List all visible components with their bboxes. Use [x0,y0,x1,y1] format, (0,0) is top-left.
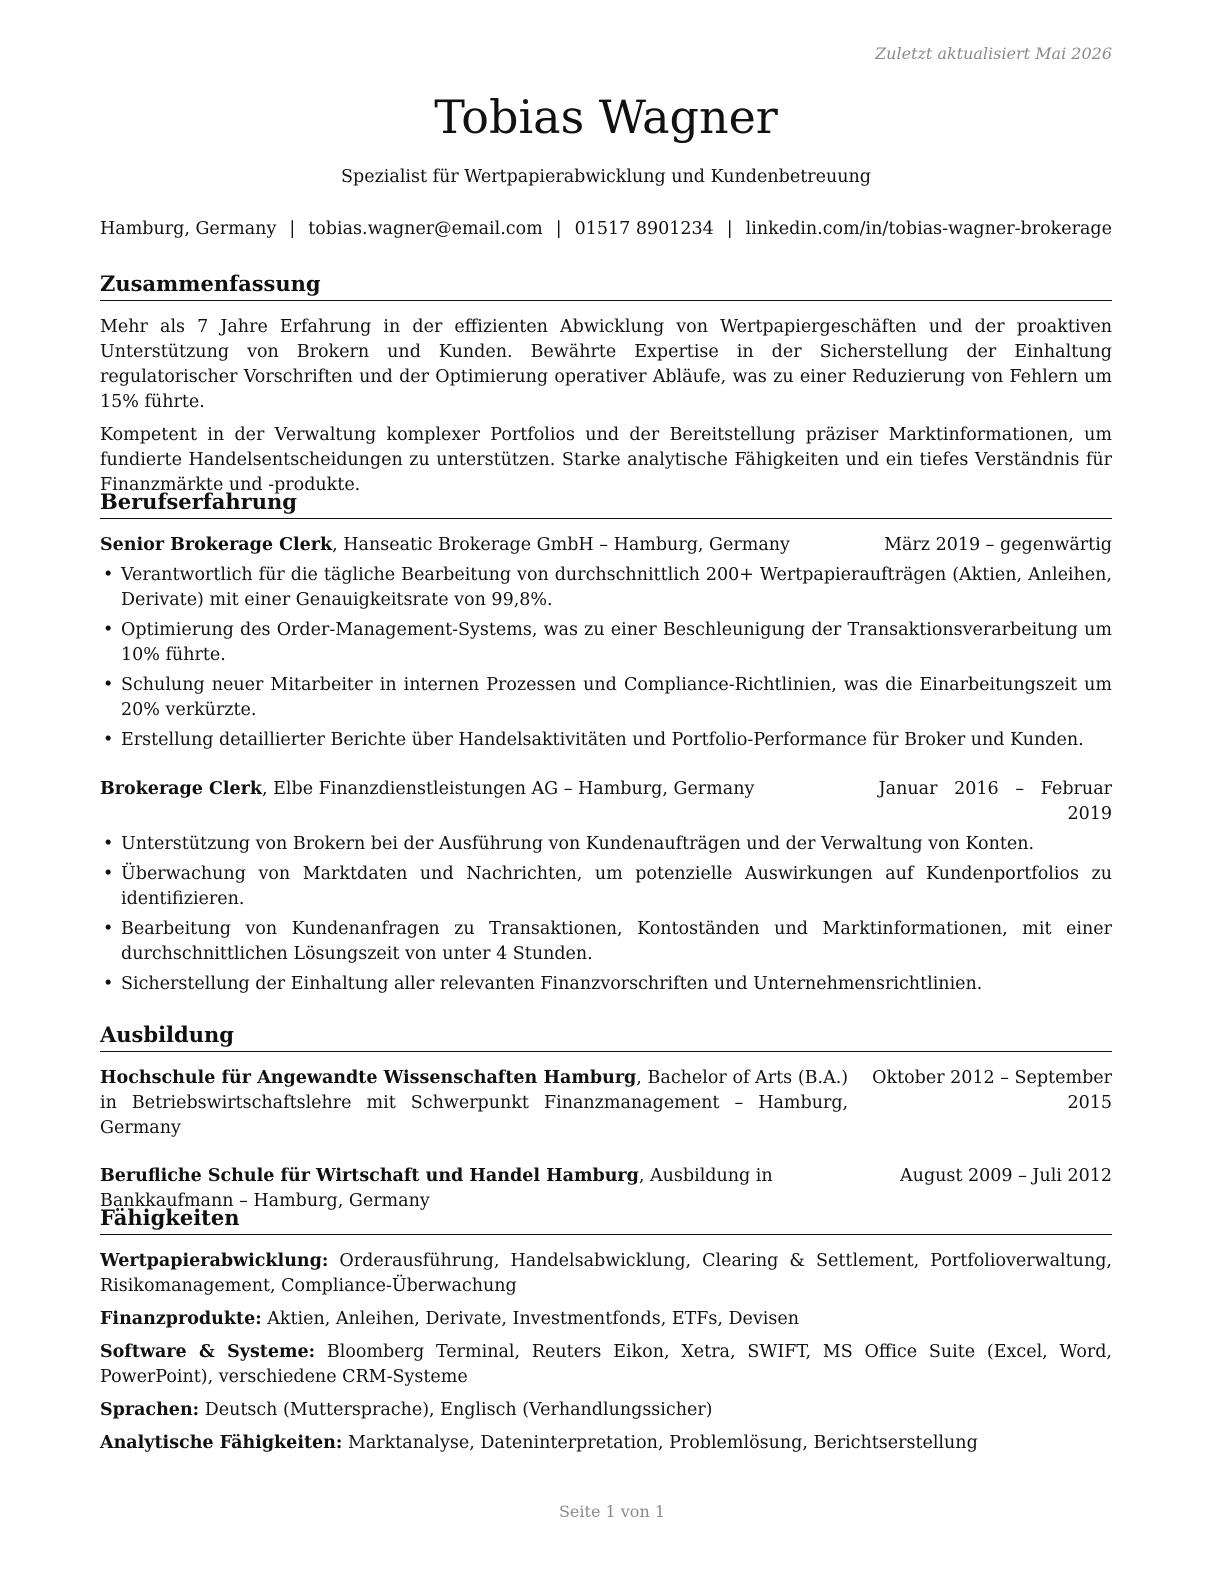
contact-location: Hamburg, Germany [100,219,277,239]
list-item: • Unterstützung von Brokern bei der Ausführung von Kundenaufträgen und der Verwaltung von Konten. [103,834,1035,854]
job-role: Senior Brokerage Clerk [100,535,333,555]
list-item: • Erstellung detaillierter Berichte über Handelsaktivitäten und Portfolio-Performance für Broker und Kunden. [103,730,1084,750]
list-item: • Bearbeitung von Kundenanfragen zu Transaktionen, Kontoständen und Marktinformationen, mit einer durchschnittlichen Lösungszeit von unter 4 Stunden. [103,919,1112,964]
job-dates: Januar 2016 – Februar 2019 [878,779,1112,824]
contact-separator: | [726,219,733,239]
candidate-name: Tobias Wagner [434,90,778,144]
list-item: • Schulung neuer Mitarbeiter in internen Prozessen und Compliance-Richtlinien, was die Einarbeitungszeit um 20% verkürzte. [103,675,1112,720]
job-company: , Elbe Finanzdienstleistungen AG – Hamburg, Germany [262,779,755,799]
education-degree: , Ausbildung in Bankkaufmann – Hamburg, Germany [100,1166,773,1211]
education-dates: August 2009 – Juli 2012 [900,1166,1112,1186]
contact-separator: | [289,219,296,239]
contact-phone: 01517 8901234 [574,219,714,239]
summary-section [100,270,1112,498]
job-header [100,777,1112,827]
experience-section [100,488,1112,997]
job-role: Brokerage Clerk [100,779,263,799]
list-item: • Überwachung von Marktdaten und Nachrichten, um potenzielle Auswirkungen auf Kundenportfolios zu identifizieren. [103,864,1112,909]
education-degree: , Bachelor of Arts (B.A.) in Betriebswirtschaftslehre mit Schwerpunkt Finanzmanagement – Hamburg, Germany [100,1068,849,1138]
summary-paragraph: Mehr als 7 Jahre Erfahrung in der effizienten Abwicklung von Wertpapiergeschäften und der proaktiven Unterstützung von Brokern und Kunden. Bewährte Expertise in der Sicherstellung der Einhaltung regulatorischer Vorschriften und der Optimierung operativer Abläufe, was zu einer Reduzierung von Fehlern um 15% führte. [100,317,1112,412]
education-school: Berufliche Schule für Wirtschaft und Handel Hamburg [100,1166,639,1186]
skill-line: Finanzprodukte: Aktien, Anleihen, Derivate, Investmentfonds, ETFs, Devisen [100,1309,800,1329]
last-updated-note: Zuletzt aktualisiert Mai 2026 [875,44,1112,63]
section-title-summary: Zusammenfassung [100,270,1112,301]
contact-email[interactable]: tobias.wagner@email.com [308,219,543,239]
list-item: • Sicherstellung der Einhaltung aller relevanten Finanzvorschriften und Unternehmensrichtlinien. [103,974,983,994]
skills-section [100,1204,1112,1456]
skill-line: Sprachen: Deutsch (Muttersprache), Englisch (Verhandlungssicher) [100,1400,713,1420]
job-bullets [100,832,1112,997]
job-dates: März 2019 – gegenwärtig [884,535,1112,555]
skill-line: Software & Systeme: Bloomberg Terminal, Reuters Eikon, Xetra, SWIFT, MS Office Suite (Excel, Word, PowerPoint), verschiedene CRM-Systeme [100,1342,1112,1387]
education-school: Hochschule für Angewandte Wissenschaften Hamburg [100,1068,637,1088]
job-entry [100,777,1112,997]
job-company: , Hanseatic Brokerage GmbH – Hamburg, Germany [332,535,790,555]
skill-line: Analytische Fähigkeiten: Marktanalyse, Dateninterpretation, Problemlösung, Berichtserstellung [100,1433,978,1453]
section-title-experience: Berufserfahrung [100,488,1112,519]
education-entry [100,1066,1112,1141]
summary-paragraph: Kompetent in der Verwaltung komplexer Portfolios und der Bereitstellung präziser Marktinformationen, um fundierte Handelsentscheidungen zu unterstützen. Starke analytische Fähigkeiten und ein tiefes Verständnis für Finanzmärkte und -produkte. [100,425,1112,495]
list-item: • Verantwortlich für die tägliche Bearbeitung von durchschnittlich 200+ Wertpapieraufträgen (Aktien, Anleihen, Derivate) mit einer Genauigkeitsrate von 99,8%. [103,565,1112,610]
job-entry [100,533,1112,753]
education-section [100,1021,1112,1214]
contact-line [100,219,1112,239]
education-dates: Oktober 2012 – September 2015 [872,1068,1112,1113]
contact-separator: | [555,219,562,239]
contact-linkedin[interactable]: linkedin.com/in/tobias-wagner-brokerage [745,219,1112,239]
list-item: • Optimierung des Order-Management-Systems, was zu einer Beschleunigung der Transaktionsverarbeitung um 10% führte. [103,620,1112,665]
section-title-education: Ausbildung [100,1021,1112,1052]
section-title-skills: Fähigkeiten [100,1204,1112,1235]
skill-line: Wertpapierabwicklung: Orderausführung, Handelsabwicklung, Clearing & Settlement, Portfolioverwaltung, Risikomanagement, Compliance-Überwachung [100,1251,1112,1296]
page-number: Seite 1 von 1 [558,1502,666,1521]
job-bullets [100,563,1112,753]
candidate-subtitle: Spezialist für Wertpapierabwicklung und Kundenbetreuung [341,167,871,187]
job-header [100,533,1112,558]
